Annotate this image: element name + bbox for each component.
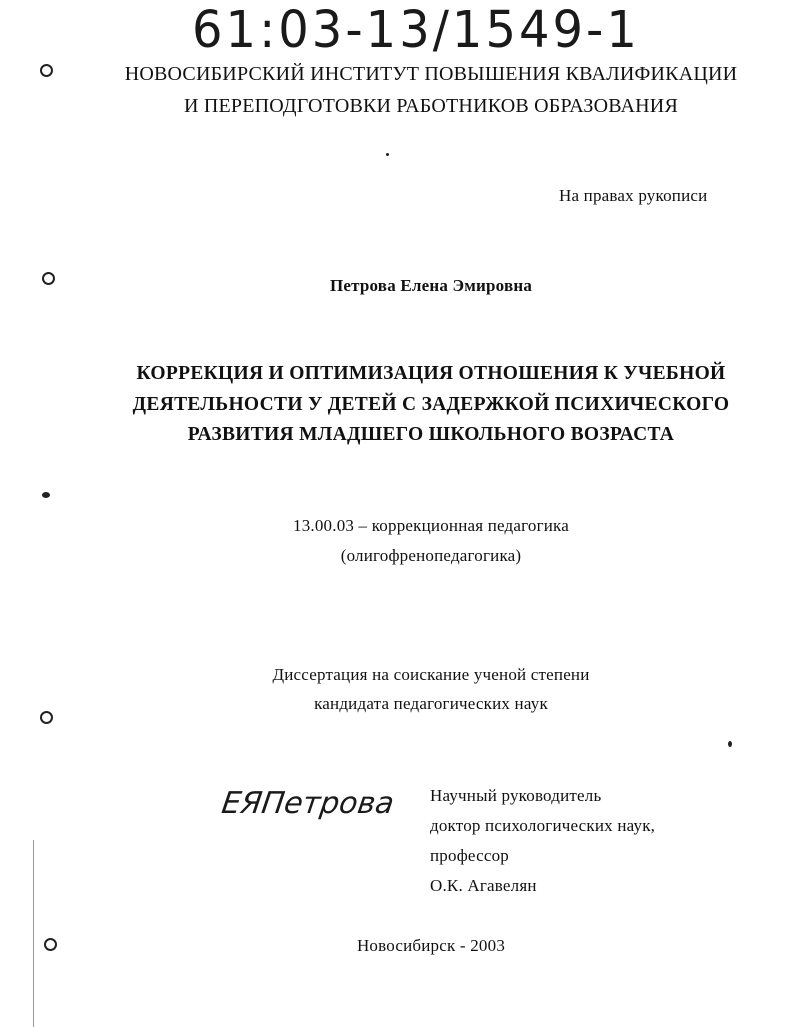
- left-edge-line: [33, 840, 34, 1027]
- advisor-rank: профессор: [430, 846, 509, 865]
- scan-speck: [728, 741, 732, 747]
- dissertation-title-line-1: КОРРЕКЦИЯ И ОПТИМИЗАЦИЯ ОТНОШЕНИЯ К УЧЕБНОЙ: [136, 363, 726, 384]
- dissertation-title-line-2: ДЕЯТЕЛЬНОСТИ У ДЕТЕЙ С ЗАДЕРЖКОЙ ПСИХИЧЕСКОГО: [132, 394, 730, 415]
- city-year: Новосибирск - 2003: [356, 936, 506, 955]
- degree-line-1: Диссертация на соискание ученой степени: [272, 665, 590, 684]
- scan-speck: [386, 153, 389, 156]
- specialty-line-1: 13.00.03 – коррекционная педагогика: [293, 516, 569, 535]
- scan-speck: [42, 492, 50, 498]
- author-name: Петрова Елена Эмировна: [329, 276, 533, 295]
- specialty-line-2: (олигофренопедагогика): [340, 546, 522, 565]
- manuscript-note: На правах рукописи: [559, 186, 708, 205]
- advisor-degree: доктор психологических наук,: [430, 816, 656, 835]
- advisor-name: О.К. Агавелян: [430, 876, 537, 895]
- author-signature: ЕЯПетрова: [219, 786, 397, 821]
- degree-line-2: кандидата педагогических наук: [314, 694, 548, 713]
- institution-line-1: НОВОСИБИРСКИЙ ИНСТИТУТ ПОВЫШЕНИЯ КВАЛИФИКАЦИИ: [124, 63, 738, 85]
- institution-line-2: И ПЕРЕПОДГОТОВКИ РАБОТНИКОВ ОБРАЗОВАНИЯ: [184, 95, 678, 117]
- dissertation-title-line-3: РАЗВИТИЯ МЛАДШЕГО ШКОЛЬНОГО ВОЗРАСТА: [187, 424, 675, 445]
- archive-code: 61:03-13/1549-1: [192, 0, 640, 60]
- advisor-role: Научный руководитель: [430, 786, 602, 805]
